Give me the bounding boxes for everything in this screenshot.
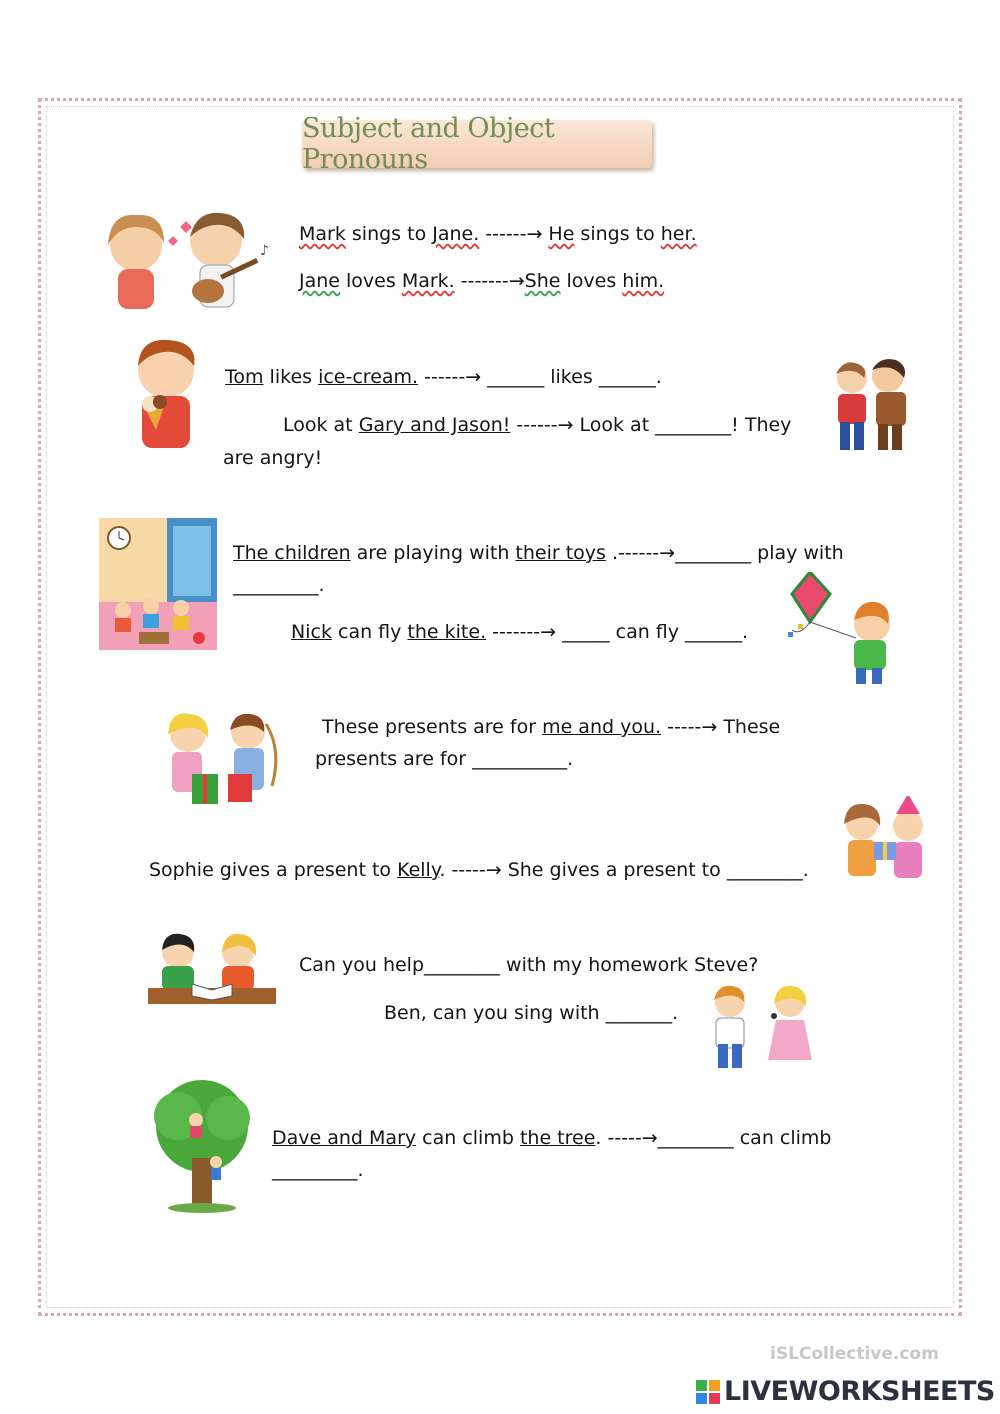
exercise-presents-line-2: presents are for __________. <box>315 748 574 770</box>
girls-gift-illustration <box>836 796 936 886</box>
worksheet-title: Subject and Object Pronouns <box>302 120 652 168</box>
exercise-steve-line: Can you help________ with my homework Steve? <box>299 954 759 976</box>
exercise-presents-line-1: These presents are for me and you. -----→ These <box>322 716 781 738</box>
liveworksheets-logo-icon <box>696 1380 720 1404</box>
exercise-children-line-2: _________. <box>233 574 325 596</box>
islcollective-watermark[interactable]: iSLCollective.com <box>770 1344 939 1364</box>
exercise-gary-jason-line-2: are angry! <box>223 447 323 469</box>
svg-text:♪: ♪ <box>260 243 269 259</box>
children-playing-illustration <box>99 518 217 650</box>
exercise-nick-line: Nick can fly the kite. -------→ _____ can fly ______. <box>291 621 749 643</box>
liveworksheets-wordmark: LIVEWORKSHEETS <box>724 1376 995 1407</box>
example-1-line-2: Jane loves Mark. -------→She loves him. <box>299 270 665 292</box>
kids-singing-illustration <box>694 982 826 1078</box>
exercise-gary-jason-line-1: Look at Gary and Jason! ------→ Look at ________! They <box>283 414 792 436</box>
exercise-tom-line: Tom likes ice-cream. ------→ ______ likes ______. <box>225 366 662 388</box>
example-1-line-1: Mark sings to Jane. ------→ He sings to her. <box>299 223 697 245</box>
tree-climbing-illustration <box>150 1078 256 1214</box>
exercise-dave-mary-line-1: Dave and Mary can climb the tree. -----→________ can climb <box>272 1127 832 1149</box>
kids-presents-illustration <box>148 710 300 808</box>
exercise-dave-mary-line-2: _________. <box>272 1159 364 1181</box>
exercise-ben-line: Ben, can you sing with _______. <box>384 1002 679 1024</box>
boy-ice-cream-illustration <box>128 336 204 456</box>
couple-guitar-illustration <box>96 205 286 317</box>
boys-arguing-illustration <box>824 356 920 458</box>
boy-kite-illustration <box>784 572 906 692</box>
exercise-sophie-line: Sophie gives a present to Kelly. -----→ She gives a present to ________. <box>149 859 809 881</box>
exercise-children-line-1: The children are playing with their toys .------→________ play with <box>233 542 844 564</box>
liveworksheets-logo[interactable] <box>696 1376 995 1407</box>
kids-homework-illustration <box>148 930 276 1008</box>
